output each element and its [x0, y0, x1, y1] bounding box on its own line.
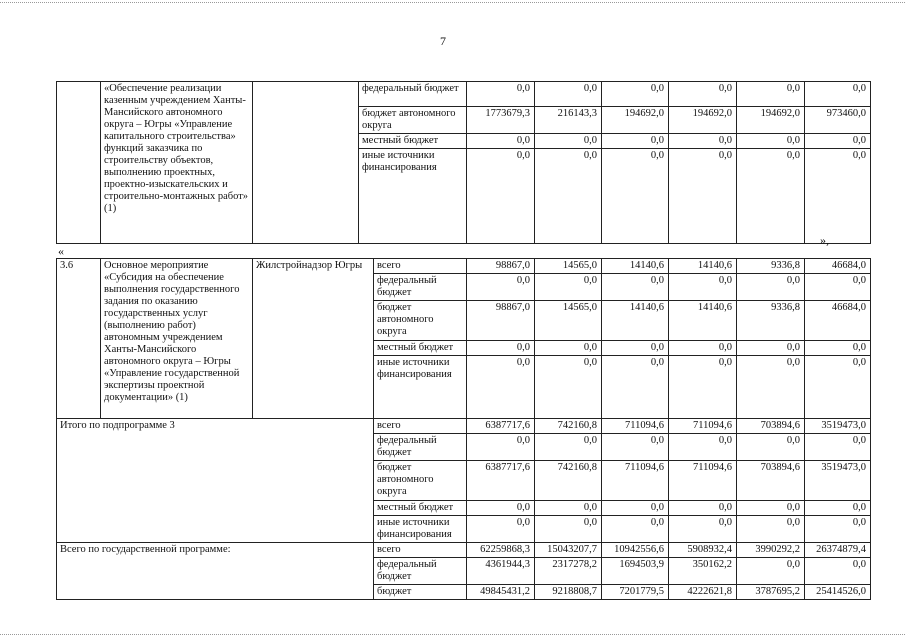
close-quote: », — [820, 233, 829, 247]
value-cell: 0,0 — [602, 434, 669, 461]
value-cell: 14565,0 — [535, 259, 602, 274]
value-cell: 1694503,9 — [602, 558, 669, 585]
subtotal-label-cell: Итого по подпрограмме 3 — [57, 419, 374, 543]
value-cell: 0,0 — [602, 134, 669, 149]
value-cell: 9336,8 — [737, 301, 805, 341]
value-cell: 0,0 — [602, 274, 669, 301]
value-cell: 350162,2 — [669, 558, 737, 585]
value-cell: 0,0 — [535, 149, 602, 244]
value-cell: 6387717,6 — [467, 419, 535, 434]
value-cell: 711094,6 — [602, 461, 669, 501]
source-cell: федеральный бюджет — [374, 274, 467, 301]
source-cell: иные источники финансирования — [374, 516, 467, 543]
value-cell: 0,0 — [669, 341, 737, 356]
value-cell: 0,0 — [805, 274, 871, 301]
source-cell: иные источники финансирования — [359, 149, 467, 244]
value-cell: 0,0 — [669, 516, 737, 543]
value-cell: 0,0 — [737, 558, 805, 585]
value-cell: 0,0 — [467, 516, 535, 543]
value-cell: 6387717,6 — [467, 461, 535, 501]
value-cell: 973460,0 — [805, 107, 871, 134]
value-cell: 0,0 — [737, 134, 805, 149]
funding-table-main — [56, 258, 871, 600]
value-cell: 0,0 — [467, 501, 535, 516]
value-cell: 0,0 — [805, 149, 871, 244]
value-cell: 46684,0 — [805, 259, 871, 274]
value-cell: 0,0 — [602, 356, 669, 419]
value-cell: 0,0 — [805, 134, 871, 149]
value-cell: 46684,0 — [805, 301, 871, 341]
value-cell: 0,0 — [805, 341, 871, 356]
source-cell: иные источники финансирования — [374, 356, 467, 419]
value-cell: 703894,6 — [737, 461, 805, 501]
value-cell: 711094,6 — [669, 461, 737, 501]
value-cell: 0,0 — [669, 82, 737, 107]
value-cell: 0,0 — [737, 434, 805, 461]
value-cell: 0,0 — [535, 434, 602, 461]
source-cell: местный бюджет — [374, 341, 467, 356]
value-cell: 14140,6 — [669, 301, 737, 341]
source-cell: бюджет автономного округа — [359, 107, 467, 134]
executor-cell — [253, 82, 359, 244]
value-cell: 0,0 — [602, 341, 669, 356]
item-name-cell: Основное мероприятие «Субсидия на обеспечение выполнения государственного задания по оказанию государственных услуг (выполнению работ) автономным учреждением Ханты-Мансийского автономного округа – Югры «Управление государственной экспертизы проектной документации» (1) — [101, 259, 253, 419]
value-cell: 0,0 — [737, 516, 805, 543]
value-cell: 10942556,6 — [602, 543, 669, 558]
open-quote: « — [58, 244, 64, 258]
value-cell: 0,0 — [467, 274, 535, 301]
value-cell: 0,0 — [805, 356, 871, 419]
value-cell: 0,0 — [737, 274, 805, 301]
source-cell: местный бюджет — [374, 501, 467, 516]
value-cell: 0,0 — [805, 516, 871, 543]
value-cell: 0,0 — [535, 274, 602, 301]
item-number-cell: 3.6 — [57, 259, 101, 419]
page-number: 7 — [440, 34, 446, 48]
value-cell: 0,0 — [737, 149, 805, 244]
value-cell: 711094,6 — [602, 419, 669, 434]
value-cell: 0,0 — [805, 82, 871, 107]
source-cell: федеральный бюджет — [359, 82, 467, 107]
value-cell: 1773679,3 — [467, 107, 535, 134]
value-cell: 14140,6 — [669, 259, 737, 274]
total-label-cell: Всего по государственной программе: — [57, 543, 374, 600]
value-cell: 0,0 — [535, 356, 602, 419]
value-cell: 25414526,0 — [805, 585, 871, 600]
value-cell: 0,0 — [467, 434, 535, 461]
value-cell: 5908932,4 — [669, 543, 737, 558]
value-cell: 9336,8 — [737, 259, 805, 274]
value-cell: 0,0 — [669, 134, 737, 149]
value-cell: 26374879,4 — [805, 543, 871, 558]
value-cell: 703894,6 — [737, 419, 805, 434]
scan-top-edge — [0, 2, 905, 3]
value-cell: 0,0 — [467, 341, 535, 356]
value-cell: 194692,0 — [669, 107, 737, 134]
value-cell: 194692,0 — [602, 107, 669, 134]
value-cell: 4222621,8 — [669, 585, 737, 600]
task-name-cell: «Обеспечение реализации казенным учреждением Ханты-Мансийского автономного округа – Югры «Управление капитального строительства» функций заказчика по строительству объектов, выполнению проектных, проектно-изыскательских и строительно-монтажных работ» (1) — [101, 82, 253, 244]
value-cell: 0,0 — [602, 82, 669, 107]
value-cell: 711094,6 — [669, 419, 737, 434]
value-cell: 4361944,3 — [467, 558, 535, 585]
value-cell: 0,0 — [602, 501, 669, 516]
value-cell: 98867,0 — [467, 259, 535, 274]
value-cell: 14140,6 — [602, 259, 669, 274]
value-cell: 0,0 — [669, 501, 737, 516]
source-cell: федеральный бюджет — [374, 558, 467, 585]
value-cell: 3519473,0 — [805, 419, 871, 434]
value-cell: 0,0 — [669, 434, 737, 461]
value-cell: 742160,8 — [535, 419, 602, 434]
source-cell: федеральный бюджет — [374, 434, 467, 461]
value-cell: 0,0 — [669, 149, 737, 244]
source-cell: бюджет — [374, 585, 467, 600]
value-cell: 0,0 — [669, 274, 737, 301]
value-cell: 0,0 — [669, 356, 737, 419]
value-cell: 15043207,7 — [535, 543, 602, 558]
value-cell: 0,0 — [535, 516, 602, 543]
value-cell: 98867,0 — [467, 301, 535, 341]
value-cell: 0,0 — [737, 501, 805, 516]
value-cell: 0,0 — [467, 356, 535, 419]
value-cell: 2317278,2 — [535, 558, 602, 585]
value-cell: 0,0 — [467, 149, 535, 244]
value-cell: 7201779,5 — [602, 585, 669, 600]
value-cell: 0,0 — [535, 501, 602, 516]
source-cell: всего — [374, 419, 467, 434]
value-cell: 3990292,2 — [737, 543, 805, 558]
value-cell: 0,0 — [805, 558, 871, 585]
value-cell: 3787695,2 — [737, 585, 805, 600]
scan-bottom-edge — [0, 634, 905, 635]
source-cell: бюджет автономного округа — [374, 301, 467, 341]
value-cell: 0,0 — [467, 82, 535, 107]
value-cell: 0,0 — [602, 516, 669, 543]
source-cell: местный бюджет — [359, 134, 467, 149]
value-cell: 14140,6 — [602, 301, 669, 341]
value-cell: 49845431,2 — [467, 585, 535, 600]
value-cell: 0,0 — [467, 134, 535, 149]
value-cell: 0,0 — [737, 341, 805, 356]
table-row — [57, 82, 871, 107]
value-cell: 216143,3 — [535, 107, 602, 134]
value-cell: 0,0 — [535, 341, 602, 356]
value-cell: 0,0 — [602, 149, 669, 244]
table-row — [57, 419, 871, 434]
value-cell: 742160,8 — [535, 461, 602, 501]
source-cell: всего — [374, 259, 467, 274]
value-cell: 62259868,3 — [467, 543, 535, 558]
value-cell: 3519473,0 — [805, 461, 871, 501]
funding-table-top — [56, 81, 871, 244]
value-cell: 0,0 — [805, 434, 871, 461]
table-row — [57, 543, 871, 558]
value-cell: 0,0 — [535, 82, 602, 107]
executor-cell: Жилстройнадзор Югры — [253, 259, 374, 419]
value-cell: 194692,0 — [737, 107, 805, 134]
number-cell — [57, 82, 101, 244]
value-cell: 0,0 — [737, 356, 805, 419]
value-cell: 14565,0 — [535, 301, 602, 341]
source-cell: всего — [374, 543, 467, 558]
value-cell: 0,0 — [535, 134, 602, 149]
value-cell: 0,0 — [737, 82, 805, 107]
value-cell: 0,0 — [805, 501, 871, 516]
source-cell: бюджет автономного округа — [374, 461, 467, 501]
table-row — [57, 259, 871, 274]
value-cell: 9218808,7 — [535, 585, 602, 600]
